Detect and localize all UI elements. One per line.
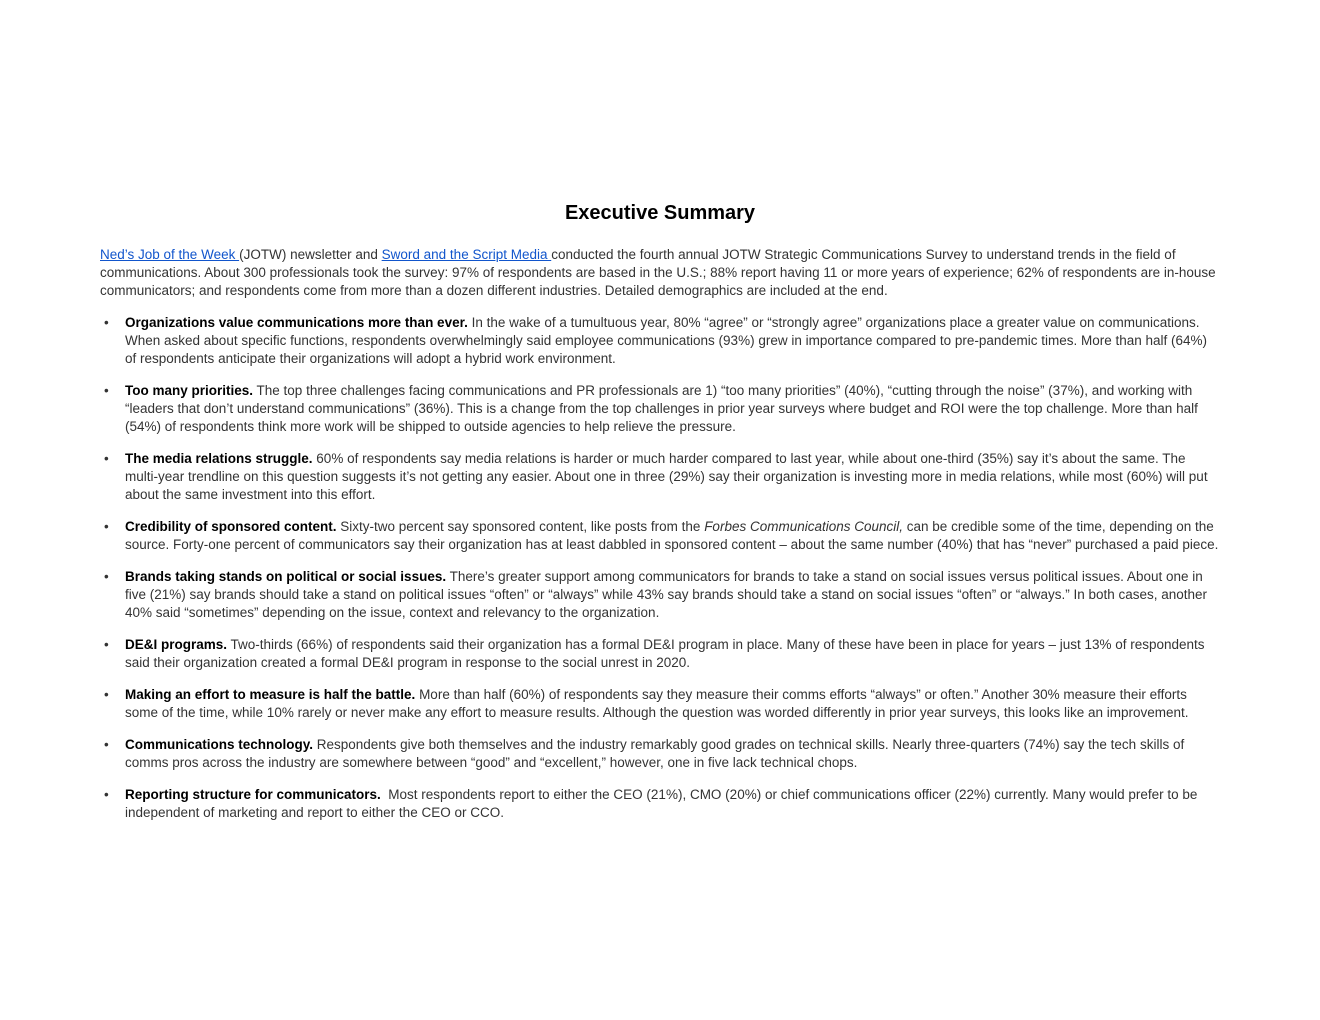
bullet-item-reporting-structure [100,786,1220,822]
bullet-text [125,636,1220,672]
bullet-lead: The media relations struggle. [125,451,313,466]
bullet-text [125,686,1220,722]
bullet-item-comms-technology [100,736,1220,772]
bullet-item-dei-programs [100,636,1220,672]
document-page [100,202,1220,836]
bullet-lead: DE&I programs. [125,637,228,652]
bullet-lead: Making an effort to measure is half the battle. [125,687,416,702]
bullet-body: Respondents give both themselves and the industry remarkably good grades on technical skills. Nearly three-quarters (74%) say the tech skills of comms pros across the industry are somewhere between “good” and “excellent,” however, one in five lack technical chops. [125,737,1188,770]
bullet-item-sponsored-content [100,518,1220,554]
bullet-text [125,786,1220,822]
bullet-lead: Too many priorities. [125,383,254,398]
bullet-marker: • [104,687,109,702]
bullet-body: More than half (60%) of respondents say they measure their comms efforts “always” or often.” Another 30% measure their efforts some of the time, while 10% rarely or never make any effort to measure results. Although the question was worded differently in prior year surveys, this looks like an improvement. [125,687,1191,720]
intro-text: (JOTW) newsletter and [239,247,382,262]
bullet-item-brands-stands [100,568,1220,622]
bullet-item-media-relations [100,450,1220,504]
bullet-lead: Credibility of sponsored content. [125,519,337,534]
bullet-text [125,518,1220,554]
bullet-lead: Reporting structure for communicators. [125,787,381,802]
bullet-text [125,314,1220,368]
bullet-item-too-many-priorities [100,382,1220,436]
bullet-marker: • [104,787,109,802]
bullet-marker: • [104,637,109,652]
bullet-lead: Organizations value communications more than ever. [125,315,468,330]
intro-text: conducted the fourth annual JOTW Strategic Communications Survey to understand trends in the field of communications. About 300 professionals took the survey: 97% of respondents are based in the U.S.; 88% report having 11 or more years of experience; 62% of respondents are in-house communicators; and respondents come from more than a dozen different industries. Detailed demographics are included at the end. [100,247,1220,298]
bullet-text [125,382,1220,436]
bullet-marker: • [104,569,109,584]
intro-paragraph [100,246,1220,300]
bullet-marker: • [104,519,109,534]
bullet-marker: • [104,315,109,330]
bullet-body: There’s greater support among communicators for brands to take a stand on social issues versus political issues. About one in five (21%) say brands should take a stand on political issues “often” or “always” while 43% say brands should take a stand on social issues “often” or “always.” In both cases, another 40% said “sometimes” depending on the issue, context and relevancy to the organization. [125,569,1211,620]
bullet-item-organizations-value [100,314,1220,368]
bullet-lead: Brands taking stands on political or social issues. [125,569,447,584]
bullet-marker: • [104,383,109,398]
bullet-text [125,736,1220,772]
bullet-text [125,450,1220,504]
bullet-body: Two-thirds (66%) of respondents said their organization has a formal DE&I program in place. Many of these have been in place for years – just 13% of respondents said their organization created a formal DE&I program in response to the social unrest in 2020. [125,637,1209,670]
bullet-body: Sixty-two percent say sponsored content, like posts from the [336,519,705,534]
bullet-lead: Communications technology. [125,737,314,752]
bullet-body: Most respondents report to either the CEO (21%), CMO (20%) or chief communications officer (22%) currently. Many would prefer to be independent of marketing and report to either the CEO or CCO. [125,787,1202,820]
bullet-body: In the wake of a tumultuous year, 80% “agree” or “strongly agree” organizations place a greater value on communications. When asked about specific functions, respondents overwhelmingly said employee communications (93%) grew in importance compared to pre-pandemic times. More than half (64%) of respondents anticipate their organizations will adopt a hybrid work environment. [125,315,1211,366]
page-title: Executive Summary [564,202,756,224]
bullet-text [125,568,1220,622]
link-neds-job-of-the-week[interactable]: Ned’s Job of the Week [100,247,240,262]
bullet-body-italic: Forbes Communications Council, [704,519,904,534]
bullet-item-measurement [100,686,1220,722]
bullet-body: can be credible some of the time, depending on the source. Forty-one percent of communicators say their organization has at least dabbled in sponsored content – about the same number (40%) that has “never” purchased a paid piece. [125,519,1219,552]
executive-summary-list [100,314,1220,822]
bullet-marker: • [104,451,109,466]
bullet-body: The top three challenges facing communications and PR professionals are 1) “too many priorities” (40%), “cutting through the noise” (37%), and working with “leaders that don’t understand communications” (36%). This is a change from the top challenges in prior year surveys where budget and ROI were the top challenge. More than half (54%) of respondents think more work will be shipped to outside agencies to help relieve the pressure. [125,383,1202,434]
bullet-marker: • [104,737,109,752]
bullet-body: 60% of respondents say media relations is harder or much harder compared to last year, while about one-third (35%) say it’s about the same. The multi-year trendline on this question suggests it’s not getting any easier. About one in three (29%) say their organization is investing more in media relations, while most (60%) will put about the same investment into this effort. [125,451,1212,502]
link-sword-and-the-script-media[interactable]: Sword and the Script Media [381,247,552,262]
